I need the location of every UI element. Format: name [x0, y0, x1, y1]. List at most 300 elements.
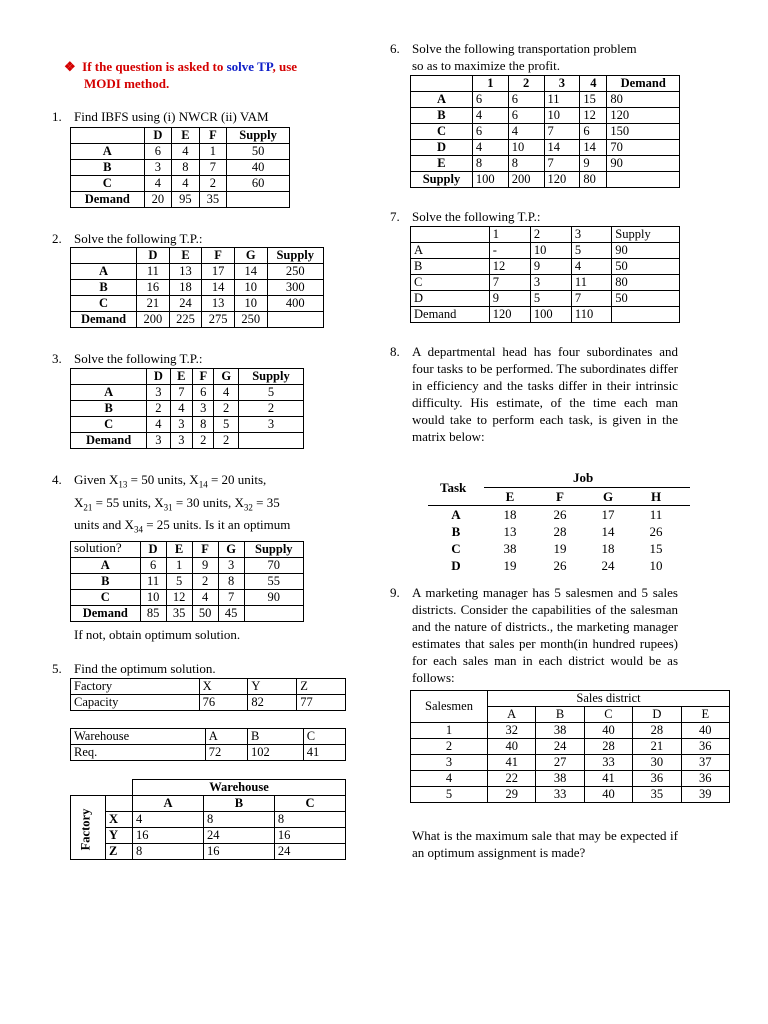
table-cell: 38: [536, 771, 584, 787]
table-row: [411, 156, 680, 172]
table-cell: 18: [169, 280, 202, 296]
table-row: [71, 296, 324, 312]
table-cell: 6: [580, 124, 607, 140]
table-cell: 45: [218, 606, 244, 622]
table-cell: A: [205, 729, 247, 745]
table-cell: 8: [218, 574, 244, 590]
table-cell: 5: [214, 417, 238, 433]
row-label: B: [71, 160, 145, 176]
table-cell: 24: [203, 828, 274, 844]
table-row: [411, 787, 730, 803]
table-row: [71, 417, 304, 433]
table-row: [71, 606, 304, 622]
header-cell: H: [650, 489, 662, 504]
table-cell: 7: [199, 160, 227, 176]
table-cell: 95: [172, 192, 200, 208]
table-cell: 1: [199, 144, 227, 160]
table-cell: 150: [607, 124, 680, 140]
sales-district-label: Sales district: [488, 691, 730, 707]
table-row: [411, 755, 730, 771]
table-cell: 200: [137, 312, 170, 328]
table-cell: 3: [147, 433, 170, 449]
table-cell: 275: [202, 312, 235, 328]
q5-warehouse-table: [70, 728, 346, 761]
row-label: A: [71, 558, 141, 574]
table-cell: 7: [544, 156, 580, 172]
table-cell: 70: [607, 140, 680, 156]
table-cell: 12: [489, 259, 530, 275]
table-cell: 76: [199, 695, 248, 711]
table-row: [71, 144, 290, 160]
table-cell: 15: [649, 541, 663, 556]
header-cell: E: [170, 369, 192, 385]
table-row: [71, 312, 324, 328]
table-cell: 14: [580, 140, 607, 156]
blank-cell: [106, 796, 133, 812]
header-cell: G: [234, 248, 267, 264]
table-row: [71, 192, 290, 208]
table-cell: 50: [192, 606, 218, 622]
table-cell: 27: [536, 755, 584, 771]
header-cell: A: [133, 796, 204, 812]
table-row: [411, 307, 680, 323]
table-cell: 22: [488, 771, 536, 787]
table-row: [71, 695, 346, 711]
table-cell: 41: [584, 771, 632, 787]
table-cell: 40: [227, 160, 290, 176]
table-cell: 11: [649, 507, 663, 522]
table-cell: 6: [472, 92, 508, 108]
header-cell: 2: [508, 76, 544, 92]
table-cell: 11: [140, 574, 166, 590]
table-cell: 72: [205, 745, 247, 761]
header-cell: D: [137, 248, 170, 264]
table-row: [71, 844, 346, 860]
table-row: [71, 828, 346, 844]
table-cell: 80: [607, 92, 680, 108]
table-cell: 8: [193, 417, 214, 433]
row-label: A: [411, 92, 473, 108]
table-row: [71, 590, 304, 606]
header-cell: Demand: [607, 76, 680, 92]
table-cell: 80: [612, 275, 680, 291]
header-cell: [71, 542, 141, 558]
factory-side-label: Factory: [71, 796, 106, 860]
header-cell: F: [199, 128, 227, 144]
header-cell: E: [169, 248, 202, 264]
header-cell: 2: [530, 227, 571, 243]
header-cell: G: [214, 369, 238, 385]
row-label: B: [71, 280, 137, 296]
row-label: Supply: [411, 172, 473, 188]
q9-question: What is the maximum sale that may be expected if an optimum assignment is made?: [412, 828, 678, 860]
table-cell: 16: [203, 844, 274, 860]
table-cell: 110: [571, 307, 611, 323]
task-label: Task: [440, 480, 467, 495]
q4-line-2: $X_{21} = 55$ units, $X_{31} = 30$ units, $X_{32} = 35$: [74, 494, 280, 513]
table-cell: 9: [580, 156, 607, 172]
row-label: Y: [106, 828, 133, 844]
table-cell: -: [489, 243, 530, 259]
table-cell: 16: [274, 828, 345, 844]
table-cell: X: [199, 679, 248, 695]
table-cell: 225: [169, 312, 202, 328]
table-cell: 32: [488, 723, 536, 739]
table-cell: Req.: [71, 745, 206, 761]
table-cell: [227, 192, 290, 208]
table-cell: 20: [144, 192, 172, 208]
table-cell: 3: [193, 401, 214, 417]
row-label: C: [71, 590, 141, 606]
table-cell: 41: [303, 745, 345, 761]
row-label: C: [71, 296, 137, 312]
q4-line-3: units and $X_{34} = 25$ units. Is it an optimum: [74, 517, 291, 535]
table-row: [411, 723, 730, 739]
table-cell: 100: [530, 307, 571, 323]
row-label: B: [71, 574, 141, 590]
header-cell: Supply: [227, 128, 290, 144]
table-cell: 82: [248, 695, 297, 711]
table-cell: 6: [140, 558, 166, 574]
header-cell: 3: [571, 227, 611, 243]
table-row: [71, 160, 290, 176]
q8-matrix: [428, 470, 690, 576]
table-cell: 8: [133, 844, 204, 860]
header-cell: Supply: [244, 542, 303, 558]
table-cell: 90: [612, 243, 680, 259]
table-cell: 6: [472, 124, 508, 140]
table-cell: 9: [489, 291, 530, 307]
table-cell: 2: [214, 401, 238, 417]
salesmen-label: Salesmen: [411, 691, 488, 723]
table-row: [71, 745, 346, 761]
table-cell: 40: [584, 787, 632, 803]
table-row: [71, 401, 304, 417]
table-cell: 2: [238, 401, 303, 417]
table-cell: [267, 312, 323, 328]
header-cell: [411, 227, 490, 243]
table-row: [71, 812, 346, 828]
table-cell: 7: [571, 291, 611, 307]
table-cell: 4: [170, 401, 192, 417]
table-row: [411, 259, 680, 275]
table-row: [411, 243, 680, 259]
header-cell: [411, 76, 473, 92]
table-cell: 55: [244, 574, 303, 590]
table-cell: 24: [536, 739, 584, 755]
table-header-row: [71, 128, 290, 144]
header-cell: [71, 248, 137, 264]
row-label: A: [71, 385, 147, 401]
table-cell: 2: [199, 176, 227, 192]
table-cell: C: [303, 729, 345, 745]
table-cell: 8: [274, 812, 345, 828]
table-row: [411, 140, 680, 156]
row-label: 2: [411, 739, 488, 755]
table-cell: 3: [238, 417, 303, 433]
header-cell: F: [556, 489, 564, 504]
table-cell: 10: [649, 558, 663, 573]
table-cell: 10: [234, 296, 267, 312]
row-label: B: [411, 259, 490, 275]
q2-table: [70, 247, 324, 328]
row-label: C: [451, 541, 461, 556]
table-header-row: [411, 76, 680, 92]
header-cell: D: [140, 542, 166, 558]
table-cell: 24: [601, 558, 615, 573]
table-cell: 102: [247, 745, 303, 761]
table-cell: 8: [172, 160, 200, 176]
row-label: A: [71, 144, 145, 160]
table-cell: 90: [607, 156, 680, 172]
table-cell: Warehouse: [71, 729, 206, 745]
table-cell: 13: [202, 296, 235, 312]
table-cell: 19: [503, 558, 517, 573]
row-label: 4: [411, 771, 488, 787]
table-cell: 50: [612, 259, 680, 275]
q4-table: [70, 541, 304, 622]
table-cell: 3: [530, 275, 571, 291]
header-cell: G: [602, 489, 614, 504]
q4-line-1: Given $X_{13} = 50$ units, $X_{14} = 20$ units,: [74, 472, 267, 490]
table-cell: 11: [571, 275, 611, 291]
table-cell: 7: [218, 590, 244, 606]
header-cell: B: [536, 707, 584, 723]
table-cell: 3: [170, 417, 192, 433]
modi-note: ❖ If the question is asked to solve TP, use MODI method.: [64, 59, 298, 91]
table-cell: 18: [503, 507, 517, 522]
table-cell: 120: [607, 108, 680, 124]
table-cell: 36: [633, 771, 681, 787]
table-cell: 10: [140, 590, 166, 606]
header-cell: Supply: [238, 369, 303, 385]
table-cell: 26: [553, 558, 567, 573]
table-header-row: [71, 542, 304, 558]
table-cell: 30: [633, 755, 681, 771]
row-label: D: [451, 558, 461, 573]
table-cell: 13: [503, 524, 517, 539]
table-cell: 40: [584, 723, 632, 739]
row-label: C: [411, 275, 490, 291]
table-cell: 5: [571, 243, 611, 259]
table-cell: 4: [472, 108, 508, 124]
header-cell: Supply: [267, 248, 323, 264]
table-cell: 400: [267, 296, 323, 312]
table-cell: 35: [166, 606, 192, 622]
table-row: [411, 739, 730, 755]
table-header-row: [71, 369, 304, 385]
table-cell: 50: [227, 144, 290, 160]
table-cell: 2: [192, 574, 218, 590]
table-cell: 26: [553, 507, 567, 522]
header-cell: E: [681, 707, 729, 723]
table-cell: 16: [133, 828, 204, 844]
table-row: [71, 679, 346, 695]
header-cell: [71, 369, 147, 385]
table-cell: 12: [580, 108, 607, 124]
table-cell: 4: [133, 812, 204, 828]
table-cell: 18: [601, 541, 615, 556]
table-cell: 12: [166, 590, 192, 606]
q1-table: [70, 127, 290, 208]
row-label: Demand: [71, 192, 145, 208]
table-cell: 4: [214, 385, 238, 401]
header-cell: B: [203, 796, 274, 812]
header-cell: 1: [472, 76, 508, 92]
row-label: C: [71, 176, 145, 192]
table-cell: 60: [227, 176, 290, 192]
header-cell: D: [147, 369, 170, 385]
table-cell: [238, 433, 303, 449]
table-cell: 17: [601, 507, 615, 522]
table-cell: 17: [202, 264, 235, 280]
table-cell: 10: [530, 243, 571, 259]
table-cell: 70: [244, 558, 303, 574]
table-cell: Z: [297, 679, 346, 695]
table-cell: 4: [172, 144, 200, 160]
table-cell: 3: [170, 433, 192, 449]
table-cell: 50: [612, 291, 680, 307]
row-label: A: [411, 243, 490, 259]
table-cell: 250: [234, 312, 267, 328]
row-label: 5: [411, 787, 488, 803]
table-row: [411, 124, 680, 140]
table-cell: 14: [601, 524, 615, 539]
q5-factory-table: [70, 678, 346, 711]
table-cell: [244, 606, 303, 622]
table-cell: 10: [508, 140, 544, 156]
table-row: [411, 108, 680, 124]
header-cell: Supply: [612, 227, 680, 243]
row-label: 3: [411, 755, 488, 771]
table-header-row: [411, 227, 680, 243]
table-row: [411, 771, 730, 787]
header-cell: E: [166, 542, 192, 558]
table-cell: 10: [544, 108, 580, 124]
table-cell: 4: [472, 140, 508, 156]
header-cell: D: [633, 707, 681, 723]
table-cell: 11: [137, 264, 170, 280]
table-row: [411, 275, 680, 291]
row-label: C: [411, 124, 473, 140]
table-cell: 85: [140, 606, 166, 622]
table-row: [411, 92, 680, 108]
table-row: [71, 385, 304, 401]
row-label: D: [411, 291, 490, 307]
table-cell: Capacity: [71, 695, 200, 711]
table-cell: 4: [172, 176, 200, 192]
table-cell: 24: [169, 296, 202, 312]
table-cell: 40: [488, 739, 536, 755]
q9-table: [410, 690, 730, 803]
header-cell: 1: [489, 227, 530, 243]
row-label: Demand: [71, 433, 147, 449]
table-cell: 29: [488, 787, 536, 803]
header-cell: F: [193, 369, 214, 385]
table-cell: Y: [248, 679, 297, 695]
table-cell: 2: [214, 433, 238, 449]
table-cell: [607, 172, 680, 188]
table-cell: 5: [530, 291, 571, 307]
table-cell: 21: [137, 296, 170, 312]
table-cell: 6: [508, 92, 544, 108]
table-row: [71, 558, 304, 574]
q7-table: [410, 226, 680, 323]
table-cell: 4: [508, 124, 544, 140]
row-label: D: [411, 140, 473, 156]
table-row: [411, 172, 680, 188]
job-label: Job: [573, 470, 594, 485]
header-cell: C: [274, 796, 345, 812]
table-cell: [612, 307, 680, 323]
table-cell: 35: [199, 192, 227, 208]
blank-cell: [71, 780, 133, 796]
table-cell: 14: [202, 280, 235, 296]
table-cell: 6: [144, 144, 172, 160]
table-cell: 90: [244, 590, 303, 606]
row-label: A: [451, 507, 461, 522]
table-cell: 2: [193, 433, 214, 449]
header-cell: F: [192, 542, 218, 558]
row-label: Demand: [71, 606, 141, 622]
table-row: [71, 729, 346, 745]
table-cell: 41: [488, 755, 536, 771]
table-cell: 4: [192, 590, 218, 606]
row-label: X: [106, 812, 133, 828]
table-cell: 3: [144, 160, 172, 176]
header-cell: E: [172, 128, 200, 144]
table-row: [71, 176, 290, 192]
row-label: E: [411, 156, 473, 172]
table-cell: 120: [544, 172, 580, 188]
header-cell: [71, 128, 145, 144]
table-cell: 2: [147, 401, 170, 417]
header-cell: F: [202, 248, 235, 264]
table-cell: 19: [553, 541, 567, 556]
header-cell: 3: [544, 76, 580, 92]
table-cell: 7: [170, 385, 192, 401]
table-cell: 3: [218, 558, 244, 574]
table-cell: 250: [267, 264, 323, 280]
table-cell: 16: [137, 280, 170, 296]
table-cell: 28: [584, 739, 632, 755]
table-cell: 4: [147, 417, 170, 433]
header-cell: C: [584, 707, 632, 723]
header-cell: E: [505, 489, 515, 504]
q4-followup: If not, obtain optimum solution.: [74, 627, 241, 642]
table-cell: 300: [267, 280, 323, 296]
table-row: [71, 264, 324, 280]
table-cell: 39: [681, 787, 729, 803]
table-cell: 13: [169, 264, 202, 280]
table-cell: 35: [633, 787, 681, 803]
table-cell: 120: [489, 307, 530, 323]
row-label: Z: [106, 844, 133, 860]
table-cell: 5: [238, 385, 303, 401]
table-cell: 6: [193, 385, 214, 401]
bullet-icon: ❖: [64, 59, 76, 74]
header-cell: A: [488, 707, 536, 723]
row-label: 1: [411, 723, 488, 739]
table-cell: 28: [553, 524, 567, 539]
table-cell: 21: [633, 739, 681, 755]
q6-table: [410, 75, 680, 188]
header-cell: D: [144, 128, 172, 144]
table-cell: Factory: [71, 679, 200, 695]
table-cell: 10: [234, 280, 267, 296]
table-cell: 26: [649, 524, 663, 539]
row-label: Demand: [71, 312, 137, 328]
